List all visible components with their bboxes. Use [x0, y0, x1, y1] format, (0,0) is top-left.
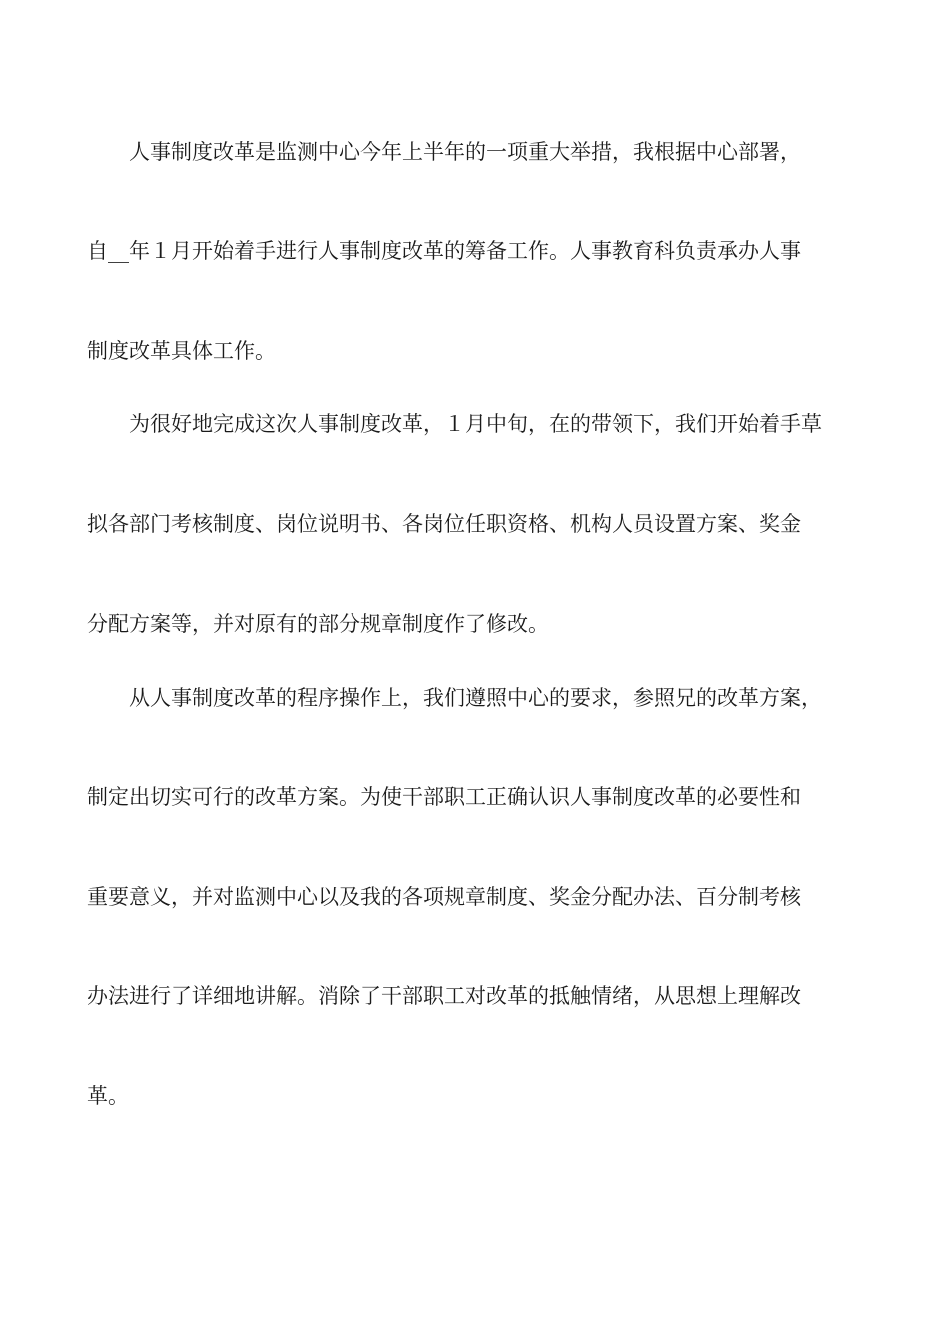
text-line: 制度改革具体工作。 — [87, 339, 276, 363]
text-line: 办法进行了详细地讲解。消除了干部职工对改革的抵触情绪，从思想上理解改 — [87, 984, 801, 1008]
text-line: 从人事制度改革的程序操作上，我们遵照中心的要求，参照兄的改革方案， — [87, 686, 822, 710]
text-line: 拟各部门考核制度、岗位说明书、各岗位任职资格、机构人员设置方案、奖金 — [87, 512, 801, 536]
text-line: 分配方案等，并对原有的部分规章制度作了修改。 — [87, 612, 549, 636]
text-line: 革。 — [87, 1084, 129, 1108]
text-line: 人事制度改革是监测中心今年上半年的一项重大举措，我根据中心部署， — [87, 140, 801, 164]
text-line: 重要意义，并对监测中心以及我的各项规章制度、奖金分配办法、百分制考核 — [87, 885, 801, 909]
text-line: 自__年１月开始着手进行人事制度改革的筹备工作。人事教育科负责承办人事 — [87, 239, 801, 263]
text-line: 为很好地完成这次人事制度改革，１月中旬，在的带领下，我们开始着手草 — [87, 412, 822, 436]
text-line: 制定出切实可行的改革方案。为使干部职工正确认识人事制度改革的必要性和 — [87, 785, 801, 809]
